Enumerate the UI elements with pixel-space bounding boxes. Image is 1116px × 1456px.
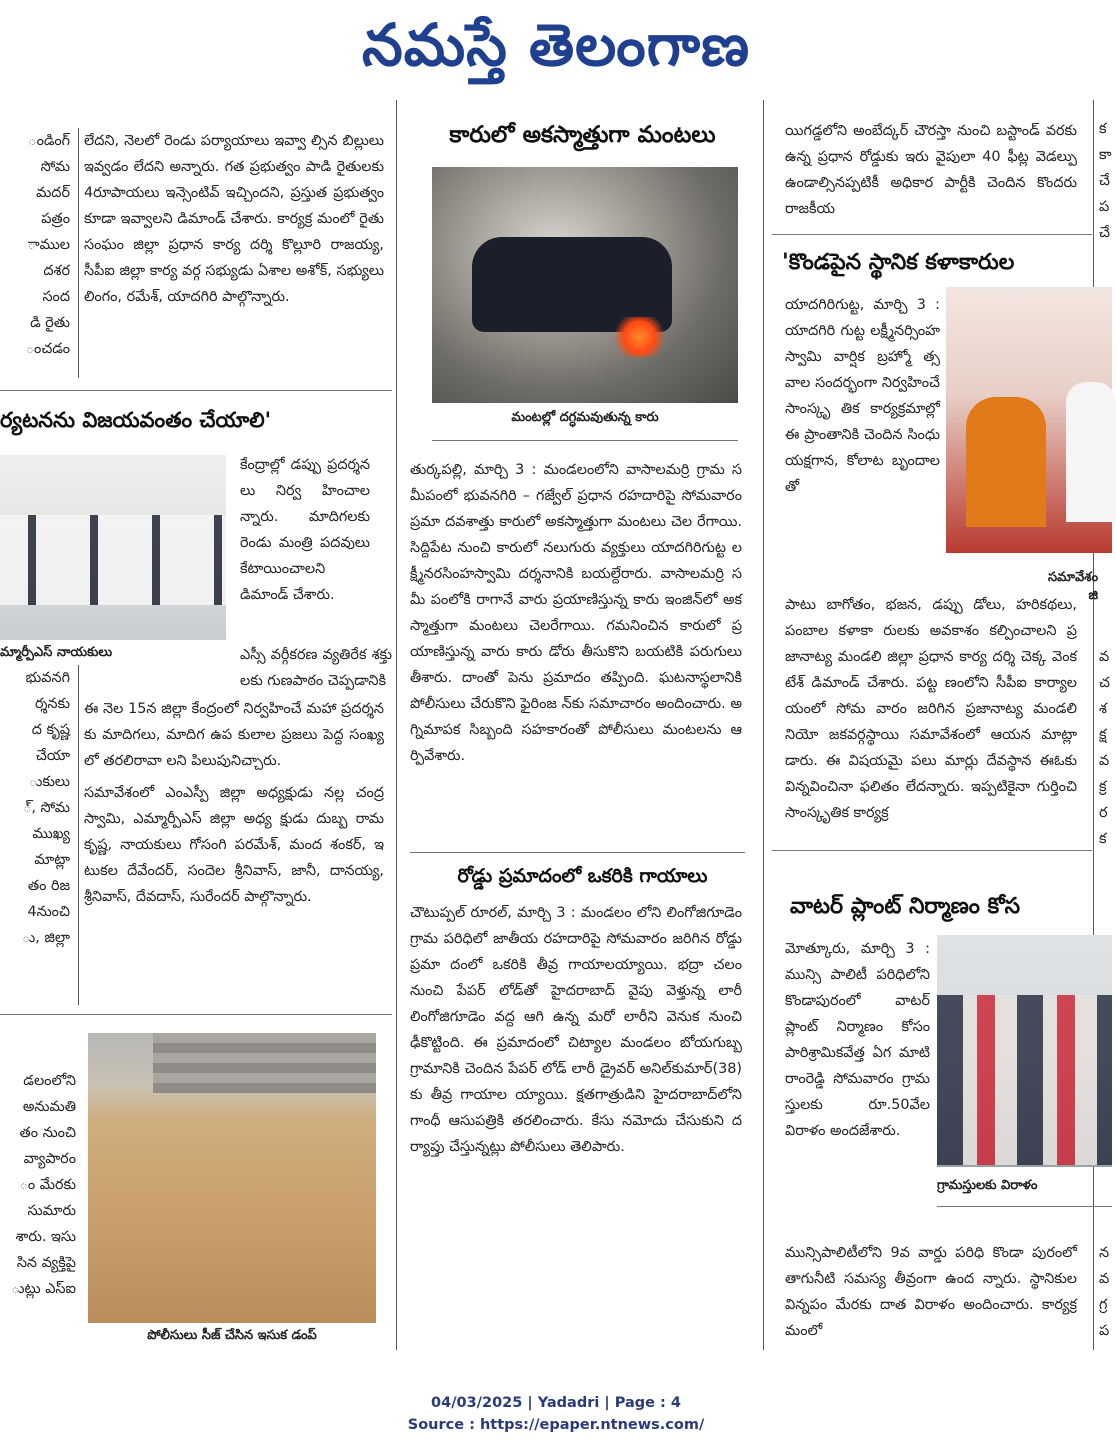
photo-caption: పోలీసులు సీజ్ చేసిన ఇసుక డంప్ xyxy=(147,1328,317,1343)
col2-headline1-box xyxy=(410,112,755,158)
fragment-line: ప xyxy=(1099,199,1110,215)
article-text: ఎస్సీ వర్గీకరణ వ్యతిరేక శక్తు లకు గుణపాఠం చెప్పడానికి xyxy=(240,647,392,689)
fragment-line: డి రైతు xyxy=(30,315,70,331)
section-rule xyxy=(0,390,392,391)
headline: కారులో అకస్మాత్తుగా మంటలు xyxy=(449,122,716,148)
fragment-line: మాట్లా xyxy=(34,852,70,868)
sand-caption-box xyxy=(88,1328,376,1354)
fragment-line: ర్శనకు xyxy=(35,696,70,712)
col1-top-left-fragment xyxy=(0,128,70,378)
fragment-line: ర xyxy=(1099,805,1108,821)
column-rule xyxy=(396,100,397,1350)
section-rule xyxy=(0,1014,392,1015)
footer-date-page: 04/03/2025 | Yadadri | Page : 4 xyxy=(431,1395,681,1411)
fragment-line: ండింగ్ xyxy=(28,133,70,149)
section-rule xyxy=(772,234,1092,235)
col3-story2-side xyxy=(785,936,930,1240)
article-text: మున్సిపాలిటీలోని 9వ వార్డు పరిధి కొండా పురంలో తాగునీటి సమస్య తీవ్రంగా ఉంద న్నారు. స్థానికుల విన్నపం మేరకు దాత విరాళం అందించారు. కార్యక్రమంలో xyxy=(785,1245,1077,1339)
col1-story2-names xyxy=(84,780,384,1006)
photo-caption: జి xyxy=(1088,588,1098,603)
article-text: ఈ నెల 15న జిల్లా కేంద్రంలో నిర్వహించే మహా ప్రదర్శనకు మాదిగలు, మాదిగ ఉప కులాల ప్రజలు పెద్ద సంఖ్యలో తరలిరావా లని పిలుపునిచ్చారు. xyxy=(84,701,384,769)
fragment-line: క xyxy=(1099,831,1107,847)
caption-rule xyxy=(432,440,738,441)
fragment-line: కా xyxy=(1099,147,1112,163)
edge-fragment xyxy=(1099,644,1112,847)
edge-fragment xyxy=(1099,116,1112,241)
col3-story1-side xyxy=(785,292,940,590)
section-rule xyxy=(772,850,1092,851)
col3-story1-full xyxy=(785,592,1077,838)
fragment-line: న xyxy=(1099,1245,1110,1261)
col1-side-text xyxy=(240,452,370,642)
col2-story2 xyxy=(410,900,742,1350)
fragment-line: దశర xyxy=(43,263,70,279)
fragment-line: తం నుంచి xyxy=(19,1125,76,1141)
article-text: యిగడ్డలోని అంబేద్కర్ చౌరస్తా నుంచి బస్టాండ్ వరకు ఉన్న ప్రధాన రోడ్డుకు ఇరు వైపులా 40 ఫీట్ల వెడల్పు ఉండాల్సినప్పటికీ అధికార పార్టీకి చెందిన కొందరు రాజకీయ xyxy=(785,123,1077,217)
fragment-line: ం మేరకు xyxy=(19,1177,76,1193)
burning-car-photo xyxy=(432,167,738,403)
fragment-line: క్ష xyxy=(1099,727,1107,743)
col3-top-story xyxy=(785,118,1077,226)
water-plant-donation-photo xyxy=(937,935,1112,1167)
photo-caption: మ్మార్పీఎస్ నాయకులు xyxy=(0,645,113,660)
artists-meeting-photo xyxy=(946,287,1112,553)
article-text: లేదని, నెలలో రెండు పర్యాయాలు ఇవ్వా ల్సిన బిల్లులు ఇవ్వడం లేదని అన్నారు. గత ప్రభుత్వం పాడి రైతులకు 4రూపాయలు ఇన్సెంటివ్ ఇచ్చిందని, ప్రస్తుత ప్రభుత్వం కూడా ఇవ్వాలని డిమాండ్ చేశారు. కార్యక్ర మంలో రైతు సంఘం జిల్లా ప్రధాన కార్య దర్శి కొల్లూరి రాజయ్య, సీపీఐ జిల్లా కార్య వర్గ సభ్యుడు ఏశాల అశోక్, సభ్యులు లింగం, రమేశ్, యాదగిరి పాల్గొన్నారు. xyxy=(84,133,384,305)
headline: ర్యటనను విజయవంతం చేయాలి' xyxy=(0,408,272,432)
column-rule xyxy=(763,100,764,1350)
fragment-line: ప xyxy=(1099,1323,1110,1339)
fragment-line: క్ర xyxy=(1099,779,1107,795)
col1-side-text2 xyxy=(240,642,392,696)
col1-story2-cont xyxy=(84,696,384,774)
fragment-line: అనుమతి xyxy=(22,1099,76,1115)
fragment-line: చ xyxy=(1099,675,1110,691)
caption-rule xyxy=(937,1206,1112,1207)
fragment-line: వ xyxy=(1099,649,1110,665)
photo-caption: సమావేశం xyxy=(1048,570,1099,585)
fragment-line: ముఖ్య xyxy=(32,826,70,842)
photo-caption: గ్రామస్తులకు విరాళం xyxy=(937,1178,1038,1193)
headline: వాటర్ ప్లాంట్ నిర్మాణం కోస xyxy=(790,894,1021,919)
fragment-line: ుకులు xyxy=(29,774,70,790)
headline: రోడ్డు ప్రమాదంలో ఒకరికి గాయాలు xyxy=(457,865,708,887)
fragment-line: ద కృష్ణ xyxy=(31,722,70,738)
article-text: పాటు బాగోతం, భజన, డప్పు డోలు, హరికథలు, పంబాల కళాకా రులకు అవకాశం కల్పించాలని ప్రజానాట్య మండలి జిల్లా ప్రధాన కార్య దర్శి చెక్క వెంకటేశ్ డిమాండ్ చేశారు. పట్ట ణంలోని సీపీఐ కార్యాలయంలో సోమ వారం జరిగిన ప్రజానాట్య మండలి నియో జకవర్గస్థాయి సమావేశంలో ఆయన మాట్లా డారు. ఈ విషయమై పలు మార్లు దేవస్థాన ఈఓకు విన్నవించినా ఫలితం లేదన్నారు. ఇప్పటికైనా గుర్తించి సాంస్కృతిక కార్యక్ర xyxy=(785,597,1077,821)
col2-headline2-box xyxy=(410,858,755,894)
headline: 'కొండపైన స్థానిక కళాకారుల xyxy=(782,250,1015,275)
fragment-line: సిన వ్యక్తిపై xyxy=(16,1255,76,1271)
masthead-logo: నమస్తే తెలంగాణ xyxy=(362,11,750,79)
fragment-line: క xyxy=(1099,121,1107,137)
fragment-line: చే xyxy=(1099,225,1110,241)
fragment-line: వ xyxy=(1099,1271,1110,1287)
fragment-line: చేయా xyxy=(35,748,70,764)
article-text: తుర్కపల్లి, మార్చి 3 : మండలంలోని వాసాలమర్రి గ్రామ సమీపంలో భువనగిరి – గజ్వేల్ ప్రధాన రహదారిపై సోమవారం ప్రమా దవశాత్తు కారులో అకస్మాత్తుగా మంటలు చెల రేగాయి. సిద్దిపేట నుంచి కారులో నలుగురు వ్యక్తులు యాదగిరిగుట్ట లక్ష్మీనరసింహస్వామి దర్శనానికి బయల్దేరారు. వాసాలమర్రి సమీ పంలోకి రాగానే వారు ప్రయాణిస్తున్న కారు ఇంజిన్‌లో అకస్మాత్తుగా మంటలు చెలరేగాయి. గమనించిన కారులో ప్రయాణిస్తున్న వారు కారు డోరు తీసుకొని బయటికి పరుగులు తీశారు. దాంతో పెను ప్రమాదం తప్పింది. ఘటనాస్థలానికి పోలీసులు చేరుకొని ఫైరింజ న్‌కు సమాచారం అందించారు. అగ్నిమాపక సిబ్బంది సహకారంతో పోలీసులు మంటలను ఆర్పివేశారు. xyxy=(410,462,742,764)
col3-headline2-box xyxy=(790,884,1112,930)
fragment-line: చే xyxy=(1099,173,1110,189)
fragment-line: ుట్లు ఎస్ఐ xyxy=(11,1281,76,1297)
fragment-line: పత్రం xyxy=(41,211,70,227)
fragment-line: సంద xyxy=(42,289,70,305)
fragment-line: గ్ర xyxy=(1099,1297,1108,1313)
sand-dump-photo xyxy=(88,1033,376,1323)
footer-source-link[interactable]: Source : https://epaper.ntnews.com/ xyxy=(407,1417,705,1433)
col1-mid-left-fragment xyxy=(0,665,70,1005)
fragment-line: శారు. ఇసు xyxy=(15,1229,76,1245)
fragment-line: సోమ xyxy=(40,159,70,175)
col1-story-end xyxy=(84,128,384,380)
col2-story1 xyxy=(410,457,742,842)
fragment-line: ంచడం xyxy=(25,341,70,357)
fragment-line: 4నుంచి xyxy=(27,904,70,920)
fragment-line: ు, జిల్లా xyxy=(21,930,70,946)
article-text: మోత్కూరు, మార్చి 3 : మున్సి పాలిటీ పరిధిలోని కొండాపురంలో వాటర్ ప్లాంట్ నిర్మాణం కోసం పారిశ్రామికవేత్త ఏగ మాటి రాంరెడ్డి సోమవారం గ్రామ స్తులకు రూ.50వేల విరాళం అందజేశారు. xyxy=(785,941,930,1139)
subcolumn-rule xyxy=(78,128,79,378)
meeting-photo xyxy=(0,455,226,640)
photo-caption: మంటల్లో దగ్ధమవుతున్న కారు xyxy=(511,410,659,425)
col1-bottom-fragment xyxy=(0,1068,76,1338)
fragment-line: తం రిజ xyxy=(27,878,70,894)
water-caption-box xyxy=(937,1178,1112,1204)
fragment-line: డలంలోని xyxy=(23,1073,76,1089)
fragment-line: వ xyxy=(1099,753,1110,769)
fragment-line: ్, సోమ xyxy=(23,800,70,816)
edge-fragment xyxy=(1099,1240,1112,1350)
article-text: కేంద్రాల్లో డప్పు ప్రదర్శనలు నిర్వ హించాలన్నారు. మాదిగలకు రెండు మంత్రి పదవులు కేటాయించాలని డిమాండ్ చేశారు. xyxy=(240,457,370,603)
fragment-line: మదర్ xyxy=(36,185,70,201)
col3-story2-full xyxy=(785,1240,1077,1350)
car-caption-box xyxy=(432,410,738,438)
col1-headline2-box xyxy=(0,400,392,440)
article-text: సమావేశంలో ఎంఎస్పీ జిల్లా అధ్యక్షుడు నల్ల చంద్రస్వామి, ఎమ్మార్పీఎస్ జిల్లా అధ్య క్షుడు దుబ్బ రామకృష్ణ, నాయకులు గోసంగి పరమేశ్, మంద శంకర్, ఇటుకల దేవేందర్, సందెల శ్రీనివాస్, జానీ, దానయ్య, శ్రీనివాస్, దేవదాస్, సురేందర్ పాల్గొన్నారు. xyxy=(84,785,384,905)
fragment-line: సుమారు xyxy=(27,1203,76,1219)
article-text: యాదగిరిగుట్ట, మార్చి 3 : యాదగిరి గుట్ట లక్ష్మీనర్సింహ స్వామి వార్షిక బ్రహ్మో త్సవాల సందర్భంగా నిర్వహించే సాంస్కృ తిక కార్యక్రమాల్లో ఈ ప్రాంతానికి చెందిన సింధు యక్షగాన, కోలాట బృందాలతో xyxy=(785,297,940,495)
subcolumn-rule xyxy=(78,665,79,1005)
fragment-line: ాముల xyxy=(27,237,70,253)
fragment-line: వ్యాపారం xyxy=(23,1151,76,1167)
col3-headline1-box xyxy=(782,240,1112,286)
article-text: చౌటుప్పల్ రూరల్, మార్చి 3 : మండలం లోని లింగోజిగూడెం గ్రామ పరిధిలో జాతీయ రహదారిపై సోమవారం జరిగిన రోడ్డు ప్రమా దంలో ఒకరికి తీవ్ర గాయాలయ్యాయి. భద్రా చలం నుంచి పేపర్ లోడ్‌తో హైదరాబాద్ వైపు వెళ్తున్న లారీ లింగోజిగూడెం వద్ద ఆగి ఉన్న మరో లారీని వెనుక నుంచి ఢీకొట్టింది. ఈ ప్రమాదంలో చిట్యాల మండలం బోయగుబ్బ గ్రామానికి చెందిన పేపర్ లోడ్ లారీ డ్రైవర్ అనిల్‌కుమార్(38)కు తీవ్ర గాయాల య్యాయి. క్షతగాత్రుడిని హైదరాబాద్‌లోని గాంధీ ఆసుపత్రికి తరలించారు. కేసు నమోదు చేసుకుని దర్యాప్తు చేస్తున్నట్లు పోలీసులు తెలిపారు. xyxy=(410,905,742,1155)
fragment-line: శ xyxy=(1099,701,1107,717)
section-rule xyxy=(410,852,745,853)
fragment-line: భువనగి xyxy=(25,670,70,686)
